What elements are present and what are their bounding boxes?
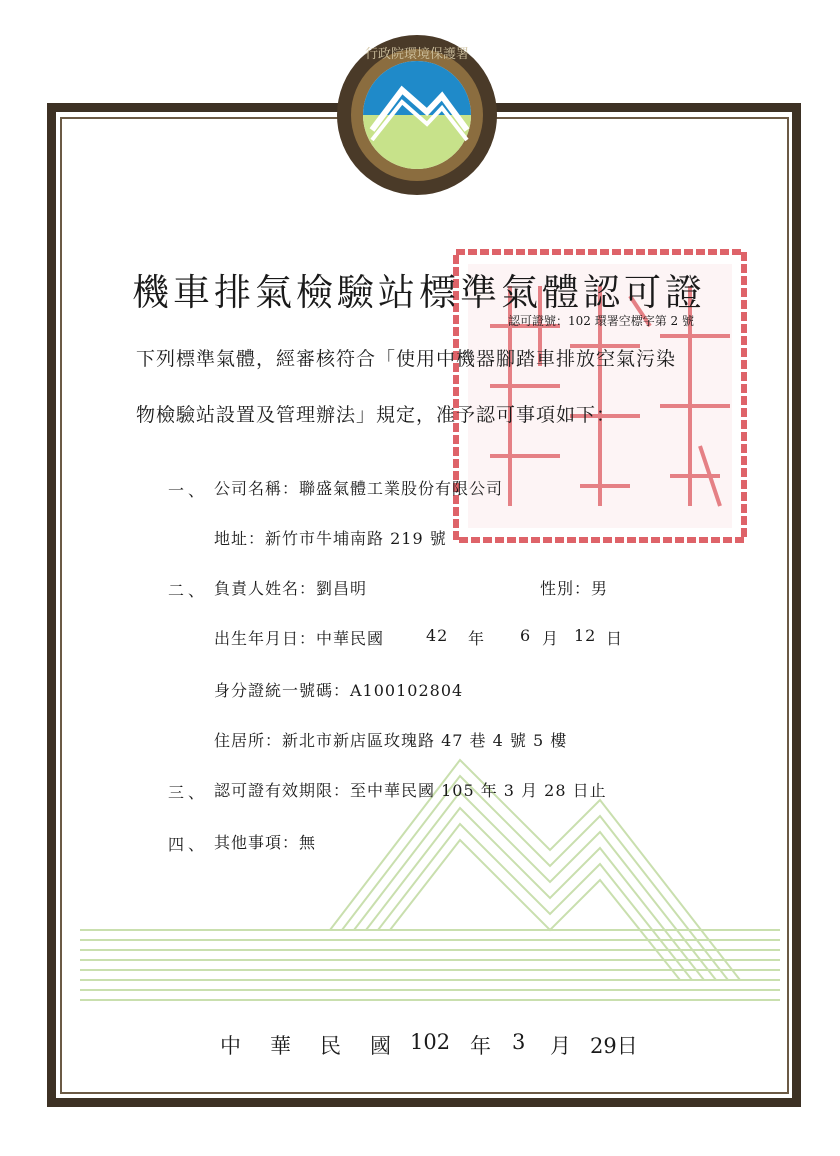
- cert-number: 認可證號：102 環署空標字第 2 號: [508, 314, 694, 328]
- birth-year-unit: 年: [468, 629, 486, 648]
- birth-month: 6: [520, 626, 532, 645]
- issue-day: 29日: [590, 1034, 638, 1058]
- company-address: 地址：新竹市牛埔南路 219 號: [214, 529, 447, 548]
- intro-line-1: 下列標準氣體，經審核符合「使用中機器腳踏車排放空氣污染: [136, 348, 677, 370]
- responsible-person: 負責人姓名：劉昌明: [214, 579, 368, 598]
- gender: 性別：男: [540, 579, 609, 598]
- birth-month-unit: 月: [542, 629, 560, 648]
- issue-date-char-4: 國: [370, 1034, 391, 1058]
- issue-date-char-3: 民: [320, 1034, 341, 1058]
- issue-date-char-1: 中: [220, 1034, 241, 1058]
- item-number-4: 四、: [168, 835, 209, 854]
- page-title: 機車排氣檢驗站標準氣體認可證: [132, 271, 706, 314]
- item-number-1: 一、: [168, 481, 209, 500]
- birth-date-label: 出生年月日：中華民國: [214, 629, 385, 648]
- birth-day: 12: [574, 626, 597, 645]
- issue-month-unit: 月: [550, 1034, 571, 1058]
- birth-year: 42: [426, 626, 449, 645]
- company-name: 公司名稱：聯盛氣體工業股份有限公司: [214, 479, 504, 498]
- birth-day-unit: 日: [606, 629, 624, 648]
- issue-year-unit: 年: [470, 1034, 491, 1058]
- item-number-2: 二、: [168, 581, 209, 600]
- other-matters: 其他事項：無: [214, 833, 317, 852]
- validity-period: 認可證有效期限：至中華民國 105 年 3 月 28 日止: [214, 781, 607, 800]
- epa-emblem: [332, 30, 502, 210]
- residence: 住居所：新北市新店區玫瑰路 47 巷 4 號 5 樓: [214, 731, 568, 750]
- id-number: 身分證統一號碼：A100102804: [214, 681, 464, 700]
- item-number-3: 三、: [168, 783, 209, 802]
- issue-date-char-2: 華: [270, 1034, 291, 1058]
- intro-line-2: 物檢驗站設置及管理辦法」規定，准予認可事項如下：: [136, 404, 617, 426]
- issue-year: 102: [410, 1030, 451, 1054]
- issue-month: 3: [512, 1030, 526, 1054]
- emblem-ring-text: 行政院環境保護署: [364, 47, 470, 62]
